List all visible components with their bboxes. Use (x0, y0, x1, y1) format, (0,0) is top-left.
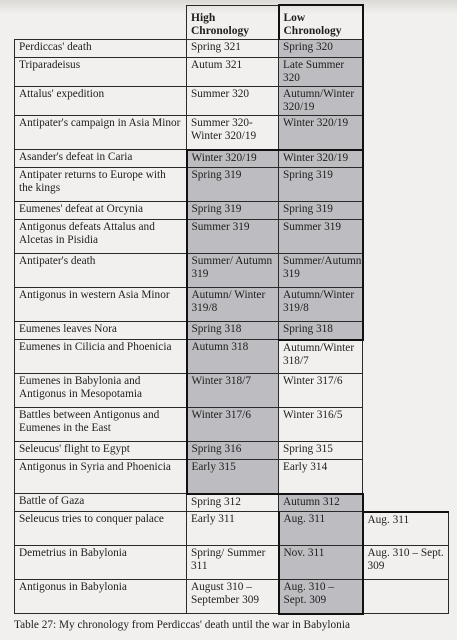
event-cell: Triparadeisus (15, 58, 187, 87)
table-row (15, 202, 449, 220)
table-row (15, 150, 449, 168)
extra-date-cell (363, 116, 449, 150)
high-chronology-cell: Spring 318 (187, 322, 279, 340)
high-chronology-cell: Autum 321 (187, 58, 279, 87)
low-chronology-cell: Aug. 310 – Sept. 309 (279, 580, 363, 614)
extra-date-cell: Aug. 310 – Sept. 309 (363, 546, 449, 580)
event-cell: Perdiccas' death (15, 40, 187, 58)
extra-date-cell (363, 442, 449, 460)
high-chronology-cell: Spring 319 (187, 202, 279, 220)
extra-date-cell (363, 87, 449, 116)
low-chronology-cell: Spring 318 (279, 322, 363, 340)
table-row (15, 546, 449, 580)
table-row (15, 460, 449, 494)
event-cell: Battles between Antigonus and Eumenes in the East (15, 408, 187, 442)
table-row (15, 288, 449, 322)
column-header: High Chronology (187, 5, 279, 40)
high-chronology-cell: Winter 318/7 (187, 374, 279, 408)
high-chronology-cell: Autumn/ Winter 319/8 (187, 288, 279, 322)
high-chronology-cell: Spring 319 (187, 168, 279, 202)
event-cell: Antipater's death (15, 254, 187, 288)
extra-date-cell (363, 494, 449, 512)
extra-date-cell (363, 460, 449, 494)
high-chronology-cell: Spring 316 (187, 442, 279, 460)
extra-date-cell (363, 202, 449, 220)
table-row (15, 220, 449, 254)
table-row (15, 374, 449, 408)
high-chronology-cell: Autumn 318 (187, 340, 279, 374)
table-row (15, 40, 449, 58)
extra-date-cell (363, 580, 449, 614)
high-chronology-cell: Spring 312 (187, 494, 279, 512)
header-row (15, 5, 449, 40)
low-chronology-cell: Winter 317/6 (279, 374, 363, 408)
event-cell: Antipater's campaign in Asia Minor (15, 116, 187, 150)
extra-date-cell (363, 322, 449, 340)
low-chronology-cell: Autumn/Winter 320/19 (279, 87, 363, 116)
table-row (15, 340, 449, 374)
extra-date-cell (363, 40, 449, 58)
table-row (15, 494, 449, 512)
low-chronology-cell: Spring 319 (279, 168, 363, 202)
event-cell: Antipater returns to Europe with the kings (15, 168, 187, 202)
event-cell: Eumenes leaves Nora (15, 322, 187, 340)
low-chronology-cell: Summer 319 (279, 220, 363, 254)
extra-date-cell (363, 374, 449, 408)
high-chronology-cell: Early 311 (187, 512, 279, 546)
high-chronology-cell: Spring 321 (187, 40, 279, 58)
event-cell: Eumenes in Babylonia and Antigonus in Mesopotamia (15, 374, 187, 408)
table-row (15, 512, 449, 546)
event-cell: Attalus' expedition (15, 87, 187, 116)
low-chronology-cell: Autumn/Winter 318/7 (279, 340, 363, 374)
high-chronology-cell: Summer 319 (187, 220, 279, 254)
event-cell: Demetrius in Babylonia (15, 546, 187, 580)
high-chronology-cell: Summer 320-Winter 320/19 (187, 116, 279, 150)
event-cell: Antigonus defeats Attalus and Alcetas in Pisidia (15, 220, 187, 254)
table-row (15, 408, 449, 442)
low-chronology-cell: Winter 320/19 (279, 150, 363, 168)
event-cell: Battle of Gaza (15, 494, 187, 512)
extra-date-cell (363, 220, 449, 254)
event-cell: Eumenes in Cilicia and Phoenicia (15, 340, 187, 374)
column-header (15, 5, 187, 40)
event-cell: Seleucus' flight to Egypt (15, 442, 187, 460)
low-chronology-cell: Spring 320 (279, 40, 363, 58)
column-header: Low Chronology (279, 5, 363, 40)
low-chronology-cell: Autumn/Winter 319/8 (279, 288, 363, 322)
column-header (363, 5, 449, 40)
table-row (15, 254, 449, 288)
low-chronology-cell: Spring 315 (279, 442, 363, 460)
table-row (15, 87, 449, 116)
low-chronology-cell: Aug. 311 (279, 512, 363, 546)
high-chronology-cell: Spring/ Summer 311 (187, 546, 279, 580)
event-cell: Seleucus tries to conquer palace (15, 512, 187, 546)
low-chronology-cell: Winter 316/5 (279, 408, 363, 442)
high-chronology-cell: Early 315 (187, 460, 279, 494)
low-chronology-cell: Autumn 312 (279, 494, 363, 512)
table-row (15, 58, 449, 87)
low-chronology-cell: Early 314 (279, 460, 363, 494)
high-chronology-cell: Winter 320/19 (187, 150, 279, 168)
chronology-table (14, 4, 449, 615)
table-row (15, 580, 449, 614)
extra-date-cell (363, 58, 449, 87)
event-cell: Eumenes' defeat at Orcynia (15, 202, 187, 220)
low-chronology-cell: Nov. 311 (279, 546, 363, 580)
extra-date-cell (363, 168, 449, 202)
high-chronology-cell: Summer/ Autumn 319 (187, 254, 279, 288)
low-chronology-cell: Winter 320/19 (279, 116, 363, 150)
high-chronology-cell: Winter 317/6 (187, 408, 279, 442)
event-cell: Antigonus in Syria and Phoenicia (15, 460, 187, 494)
table-row (15, 168, 449, 202)
extra-date-cell (363, 340, 449, 374)
table-row (15, 442, 449, 460)
event-cell: Antigonus in Babylonia (15, 580, 187, 614)
event-cell: Asander's defeat in Caria (15, 150, 187, 168)
table-row (15, 322, 449, 340)
table-row (15, 116, 449, 150)
high-chronology-cell: August 310 – September 309 (187, 580, 279, 614)
event-cell: Antigonus in western Asia Minor (15, 288, 187, 322)
high-chronology-cell: Summer 320 (187, 87, 279, 116)
low-chronology-cell: Spring 319 (279, 202, 363, 220)
table-caption: Table 27: My chronology from Perdiccas' death until the war in Babylonia (14, 619, 350, 631)
low-chronology-cell: Summer/Autumn 319 (279, 254, 363, 288)
extra-date-cell (363, 254, 449, 288)
extra-date-cell: Aug. 311 (363, 512, 449, 546)
extra-date-cell (363, 408, 449, 442)
extra-date-cell (363, 288, 449, 322)
low-chronology-cell: Late Summer 320 (279, 58, 363, 87)
extra-date-cell (363, 150, 449, 168)
